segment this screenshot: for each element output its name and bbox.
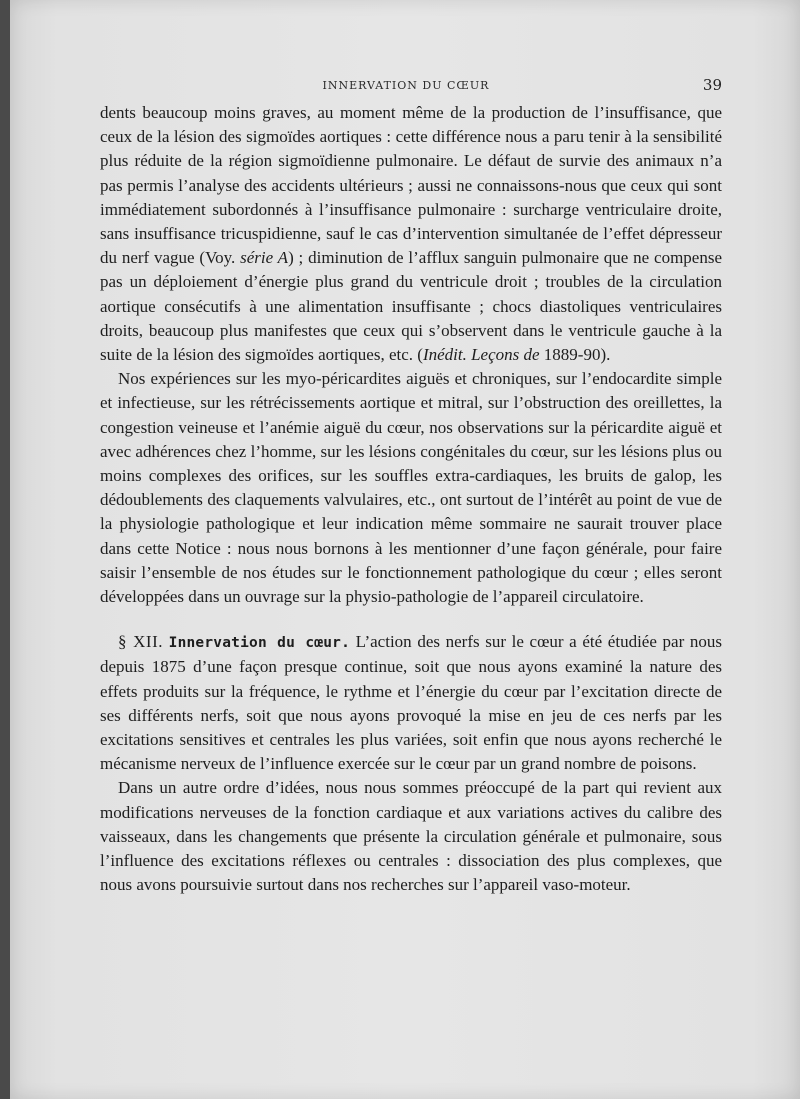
section-text: L’action des nerfs sur le cœur a été étudiée par nous depuis 1875 d’une façon presque continue, soit que nous ayons examiné la nature des effets produits sur la fréquence, le rythme et l’énergie du cœur par l’excitation directe de ses différents nerfs, soit que nous ayons provoqué la mise en jeu de ces nerfs par les excitations sensitives et centrales les plus variées, soit enfin que nous ayons recherché le mécanisme nerveux de l’influence exercée sur le cœur par un grand nombre de poisons. (100, 632, 722, 774)
section-title: Innervation du cœur. (168, 635, 351, 652)
paragraph-text: ) ; diminution de l’afflux sanguin pulmonaire que ne compense pas un déploiement d’énergie plus grand du ventricule droit ; troubles de la circulation aortique consécutifs à une alimentation insuffisante ; chocs diastoliques ventriculaires droits, beaucoup plus manifestes que ceux qui s’observent dans le ventricule gauche à la suite de la lésion des sigmoïdes aortiques, etc. ( (100, 248, 723, 365)
running-header (90, 78, 722, 94)
running-title: INNERVATION DU CŒUR (322, 79, 490, 92)
paragraph: Nos expériences sur les myo-péricardites aiguës et chroniques, sur l’endocardite simple et infectieuse, sur les rétrécissements aortique et mitral, sur l’obstruction des oreillettes, la congestion veineuse et l’anémie aiguë du cœur, nos observations sur la péricardite aiguë et avec adhérences chez l’homme, sur les lésions congénitales du cœur, sur les lésions plus ou moins complexes des orifices, sur les souffles extra-cardiaques, les bruits de galop, les dédoublements des claquements valvulaires, etc., ont surtout de l’intérêt au point de vue de la physiologie pathologique et leur indication même sommaire ne saurait trouver place dans cette Notice : nous nous bornons à les mentionner d’une façon générale, pour faire saisir l’ensemble de nos études sur le fonctionnement pathologique du cœur ; elles seront développées dans un ouvrage sur la physio-pathologie de l’appareil circulatoire. (100, 369, 722, 607)
body-text (100, 101, 722, 898)
paragraph-continuation (100, 101, 722, 367)
paragraph-text: 1889-90). (539, 345, 611, 365)
book-page (10, 0, 800, 1099)
paragraph: Dans un autre ordre d’idées, nous nous sommes préoccupé de la part qui revient aux modifications nerveuses de la fonction cardiaque et aux variations actives du calibre des vaisseaux, dans les changements que présente la circulation générale et pulmonaire, sous l’influence des excitations réflexes ou centrales : dissociation des plus complexes, que nous avons poursuivie surtout dans nos recherches sur l’appareil vaso-moteur. (100, 778, 722, 895)
section-spacer (100, 609, 722, 630)
page-number: 39 (702, 76, 722, 94)
section-paragraph (100, 630, 722, 776)
italic-reference: Inédit. Leçons de (422, 345, 540, 365)
paragraph-text: dents beaucoup moins graves, au moment même de la production de l’insuffisance, que ceux de la lésion des sigmoïdes aortiques : cette différence nous a paru tenir à la sensibilité plus réduite de la région sigmoïdienne pulmonaire. Le défaut de survie des animaux n’a pas permis l’analyse des accidents ultérieurs ; aussi ne connaissons-nous que ceux qui sont immédiatement subordonnés à l’insuffisance pulmonaire : surcharge ventriculaire droite, sans insuffisance tricuspidienne, sauf le cas d’intervention simultanée de l’effet dépresseur du nerf vague (Voy. (100, 103, 722, 268)
section-number: § XII. (118, 632, 163, 652)
italic-reference: série A (240, 248, 289, 268)
